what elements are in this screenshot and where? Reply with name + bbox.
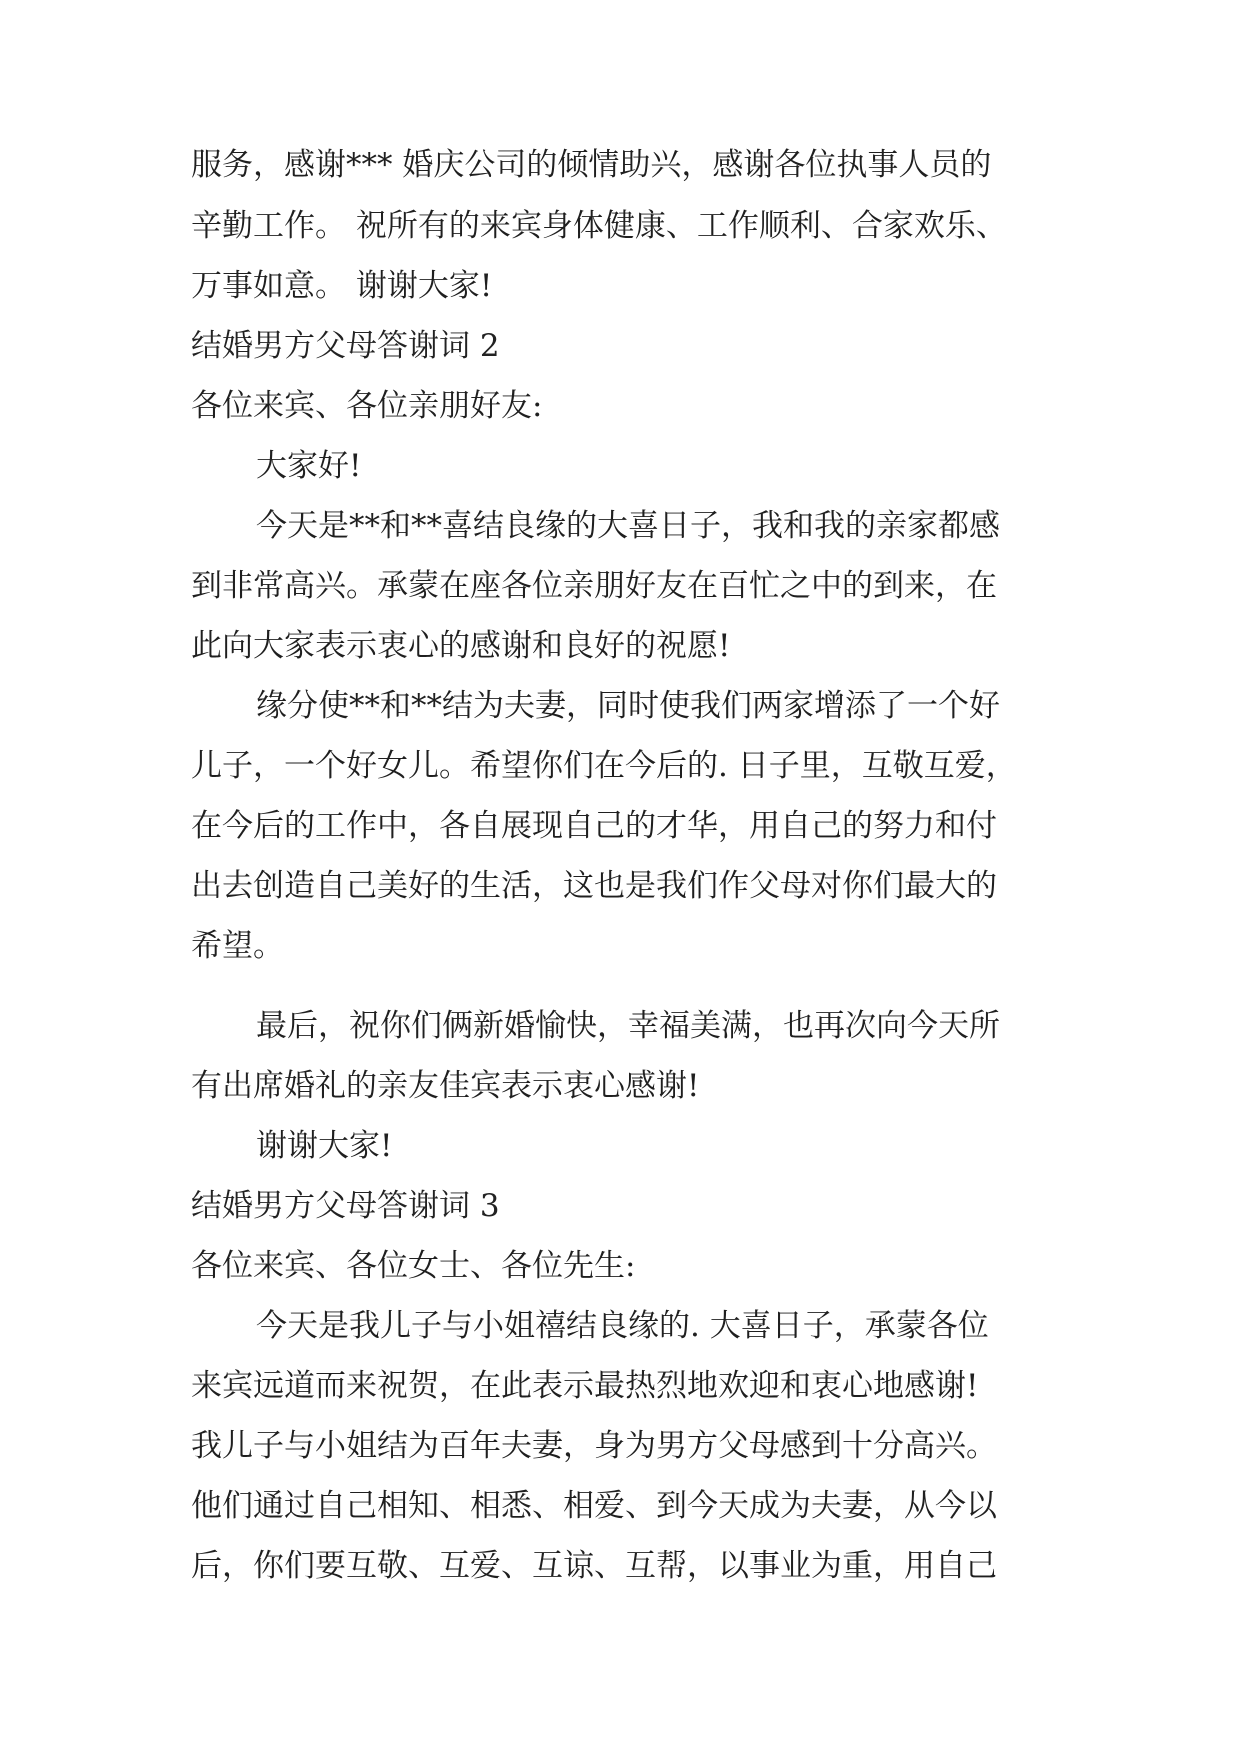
body-text-line: 服务，感谢*** 婚庆公司的倾情助兴，感谢各位执事人员的 (191, 147, 992, 183)
closing-line: 谢谢大家! (256, 1128, 393, 1164)
body-text-line: 他们通过自己相知、相悉、相爱、到今天成为夫妻，从今以 (191, 1488, 997, 1524)
body-text-line: 后，你们要互敬、互爱、互谅、互帮，以事业为重，用自己 (191, 1548, 997, 1584)
body-text-line: 出去创造自己美好的生活，这也是我们作父母对你们最大的 (191, 868, 997, 904)
body-text-line: 儿子，一个好女儿。希望你们在今后的. 日子里，互敬互爱， (191, 748, 1017, 784)
body-text-line: 来宾远道而来祝贺，在此表示最热烈地欢迎和衷心地感谢! (191, 1368, 979, 1404)
body-text-line: 今天是**和**喜结良缘的大喜日子，我和我的亲家都感 (256, 508, 1000, 544)
body-text-line: 万事如意。 谢谢大家! (191, 268, 493, 304)
body-text-line: 希望。 (191, 928, 284, 964)
greeting: 大家好! (256, 448, 362, 484)
section-heading: 结婚男方父母答谢词 3 (191, 1188, 500, 1224)
body-text-line: 我儿子与小姐结为百年夫妻，身为男方父母感到十分高兴。 (191, 1428, 997, 1464)
salutation: 各位来宾、各位亲朋好友: (191, 388, 543, 424)
body-text-line: 有出席婚礼的亲友佳宾表示衷心感谢! (191, 1068, 700, 1104)
body-text-line: 最后，祝你们俩新婚愉快，幸福美满，也再次向今天所 (256, 1008, 1000, 1044)
section-heading: 结婚男方父母答谢词 2 (191, 328, 500, 364)
body-text-line: 此向大家表示衷心的感谢和良好的祝愿! (191, 628, 731, 664)
body-text-line: 辛勤工作。 祝所有的来宾身体健康、工作顺利、合家欢乐、 (191, 208, 1007, 244)
body-text-line: 到非常高兴。承蒙在座各位亲朋好友在百忙之中的到来，在 (191, 568, 997, 604)
body-text-line: 在今后的工作中，各自展现自己的才华，用自己的努力和付 (191, 808, 997, 844)
body-text-line: 今天是我儿子与小姐禧结良缘的. 大喜日子，承蒙各位 (256, 1308, 989, 1344)
body-text-line: 缘分使**和**结为夫妻，同时使我们两家增添了一个好 (256, 688, 1000, 724)
salutation: 各位来宾、各位女士、各位先生: (191, 1248, 636, 1284)
